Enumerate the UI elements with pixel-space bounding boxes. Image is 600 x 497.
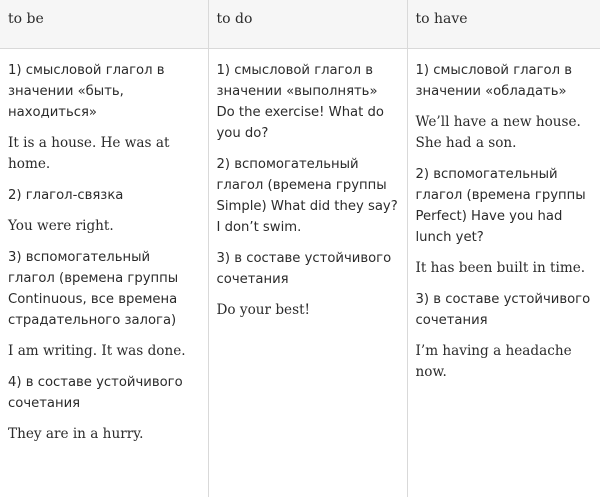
- to-be-usage-1: 1) смысловой глагол в значении «быть, находиться»: [8, 62, 165, 120]
- header-to-be: to be: [0, 0, 208, 48]
- to-have-usage-2: 2) вспомогательный глагол (времена группы Perfect) Have you had lunch yet?: [415, 166, 586, 245]
- to-have-example-2: It has been built in time.: [415, 259, 586, 276]
- to-have-example-3: I’m having a headache now.: [415, 342, 572, 380]
- to-be-usage-3: 3) вспомогательный глагол (времена группы Continuous, все времена страдательного залога): [8, 249, 179, 328]
- header-to-have: to have: [407, 0, 600, 48]
- to-do-usage-2: 2) вспомогательный глагол (времена группы Simple) What did they say? I don’t swim.: [216, 156, 398, 235]
- header-row: [0, 0, 600, 48]
- to-be-example-3: I am writing. It was done.: [8, 342, 186, 359]
- to-be-usage-4: 4) в составе устойчивого сочетания: [8, 374, 183, 411]
- to-do-usage-3: 3) в составе устойчивого сочетания: [216, 250, 392, 287]
- cell-to-be: [0, 48, 208, 497]
- to-be-example-1: It is a house. He was at home.: [8, 134, 170, 172]
- header-to-do: to do: [208, 0, 407, 48]
- to-be-example-4: They are in a hurry.: [8, 425, 144, 442]
- to-do-usage-1: 1) смысловой глагол в значении «выполнять» Do the exercise! What do you do?: [216, 62, 384, 141]
- content-row: [0, 48, 600, 497]
- to-do-example-3: Do your best!: [216, 301, 310, 318]
- to-have-example-1: We’ll have a new house. She had a son.: [415, 113, 581, 151]
- to-have-usage-1: 1) смысловой глагол в значении «обладать»: [415, 62, 573, 99]
- to-be-usage-2: 2) глагол-связка: [8, 187, 124, 203]
- cell-to-have: [407, 48, 600, 497]
- cell-to-do: [208, 48, 407, 497]
- to-be-example-2: You were right.: [8, 217, 114, 234]
- to-have-usage-3: 3) в составе устойчивого сочетания: [415, 291, 591, 328]
